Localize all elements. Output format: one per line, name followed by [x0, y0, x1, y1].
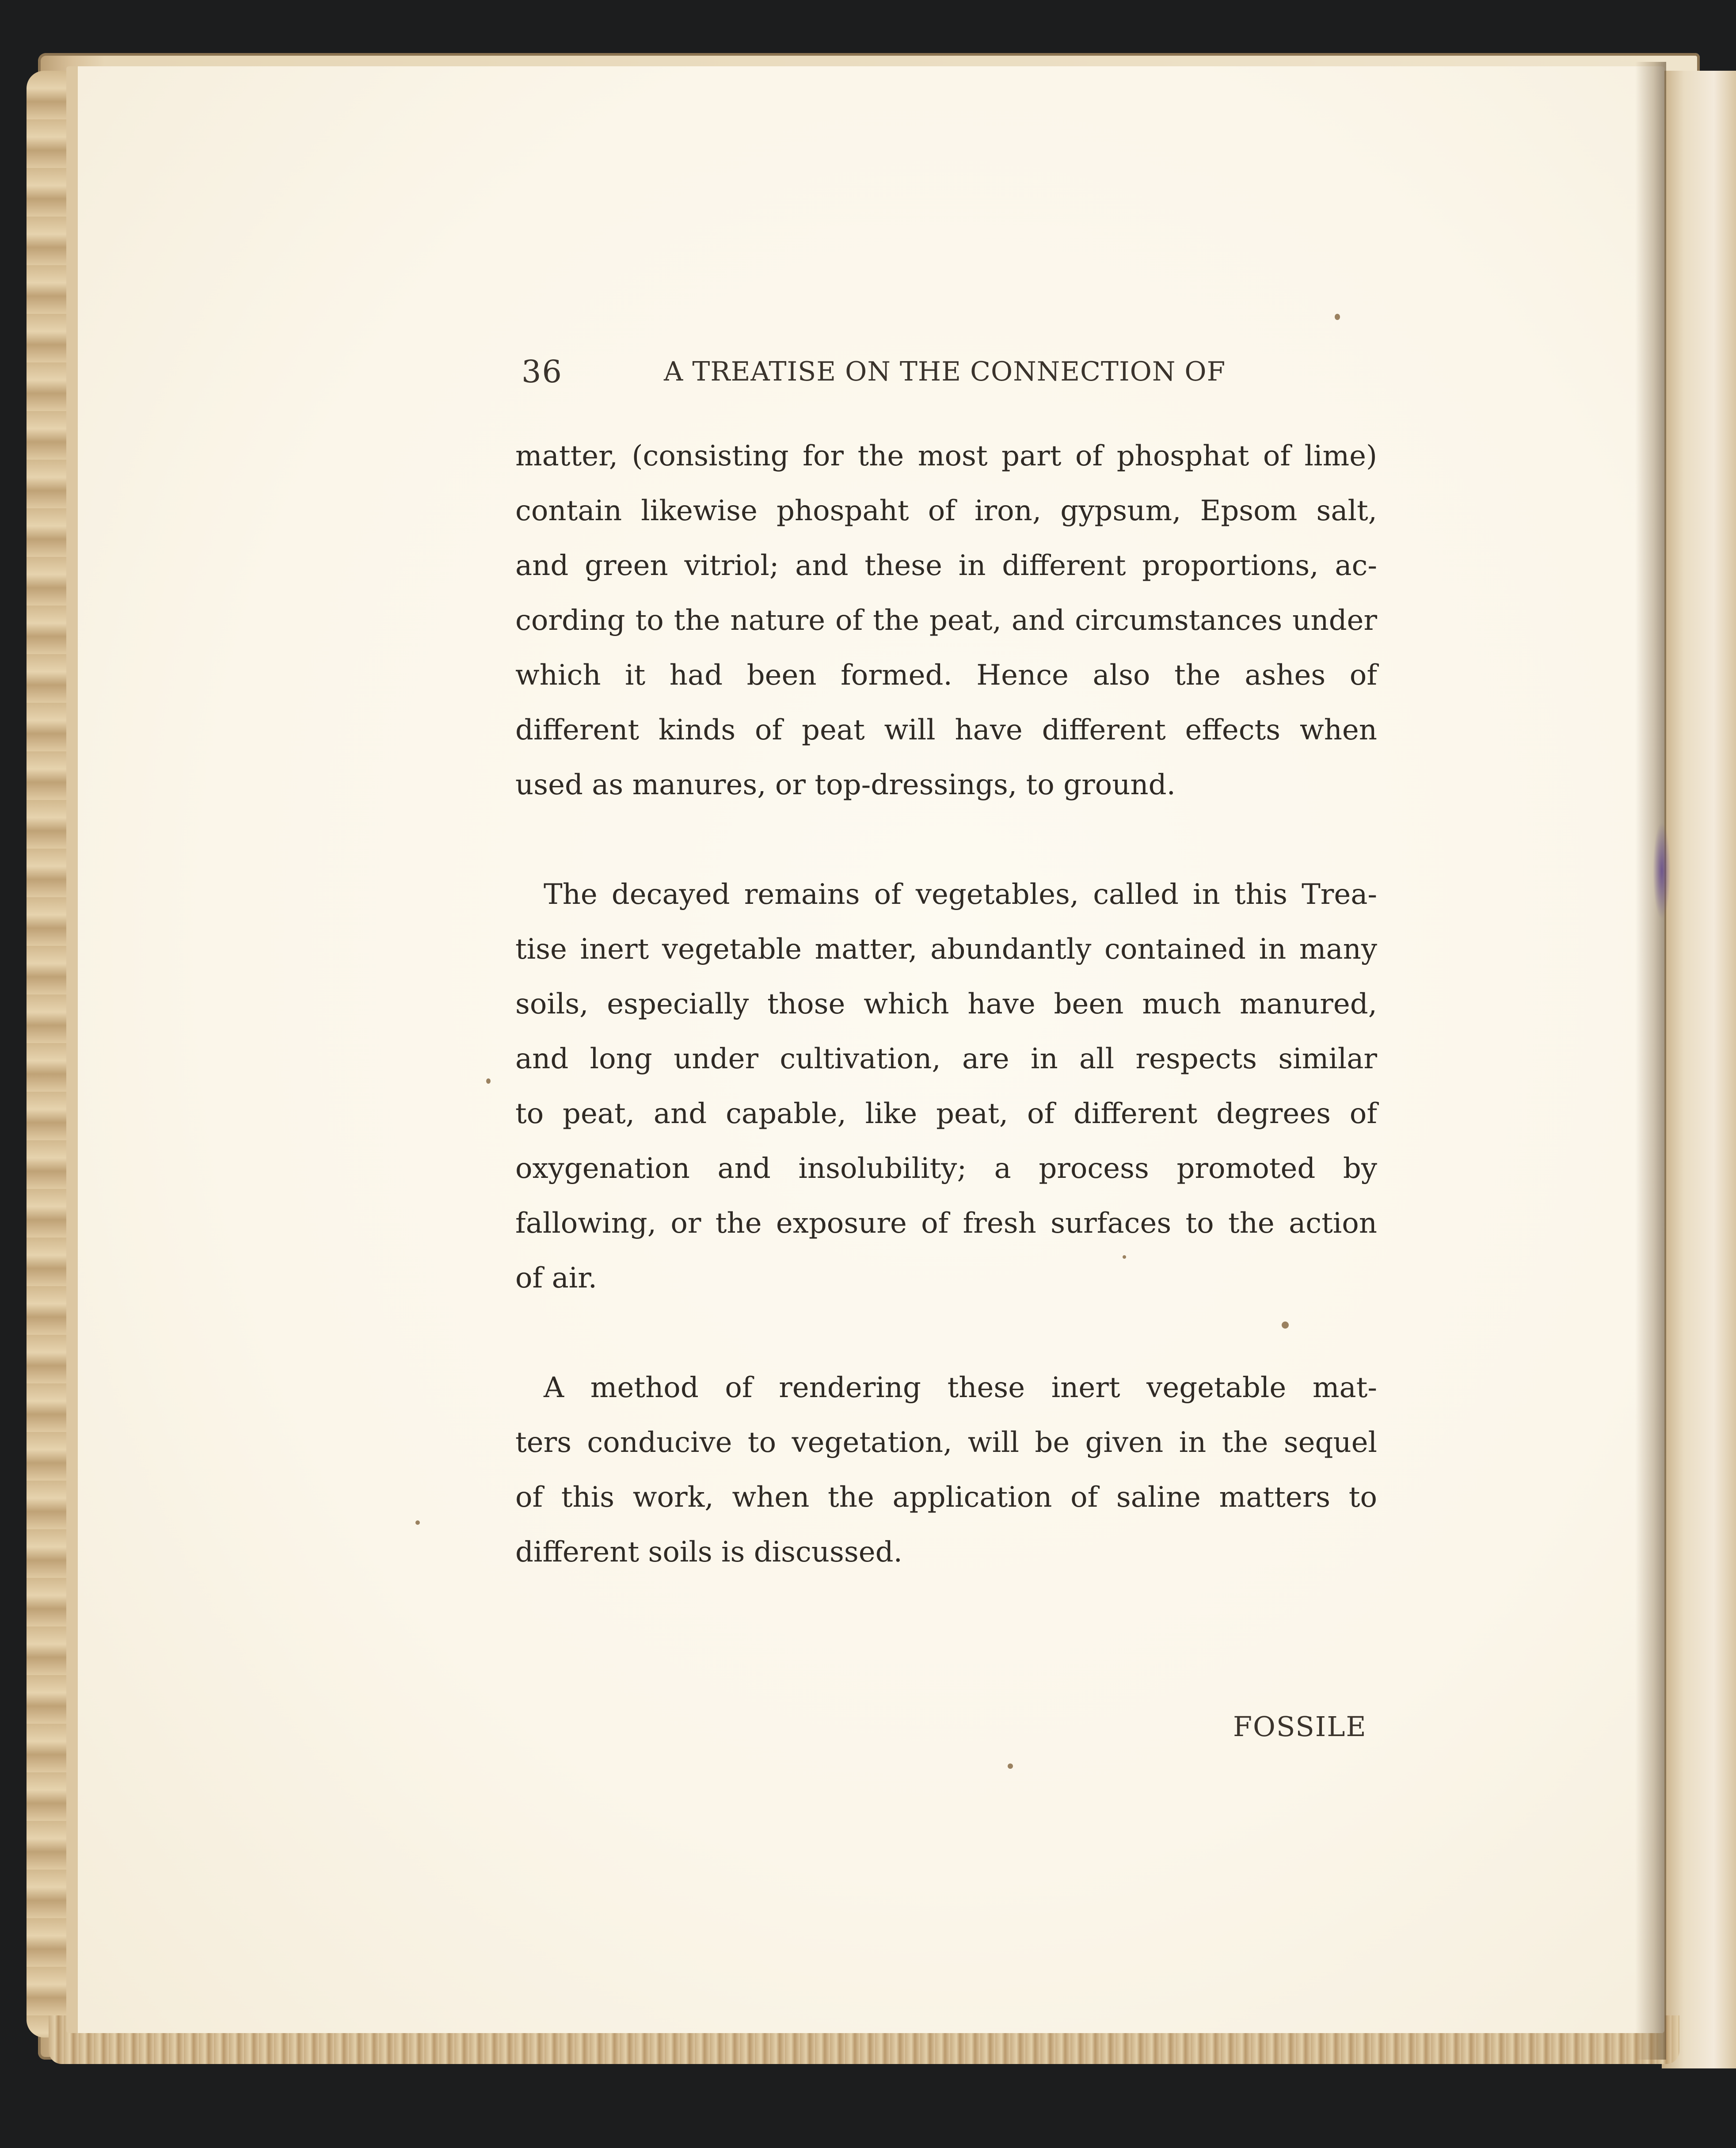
text-line: which it had been formed. Hence also the ashes of	[515, 659, 1377, 692]
paper-speck	[1123, 1255, 1126, 1259]
paper-speck	[415, 1520, 420, 1525]
paper-speck	[1008, 1763, 1013, 1769]
text-line: ters conducive to vegetation, will be given in the sequel	[515, 1426, 1377, 1459]
text-line: different soils is discussed.	[515, 1536, 902, 1569]
paragraph-1	[515, 429, 1377, 812]
gutter-shadow	[1635, 62, 1666, 2060]
catchword: FOSSILE	[1233, 1710, 1367, 1743]
paragraph-2	[515, 867, 1377, 1306]
text-line: to peat, and capable, like peat, of different degrees of	[515, 1097, 1377, 1130]
text-line: The decayed remains of vegetables, called in this Trea-	[544, 878, 1377, 911]
text-line: of air.	[515, 1262, 598, 1295]
text-line: A method of rendering these inert vegetable mat-	[544, 1371, 1377, 1404]
paragraph-gap	[515, 1306, 1377, 1360]
text-line: cording to the nature of the peat, and circumstances under	[515, 604, 1377, 637]
running-title: A TREATISE ON THE CONNECTION OF	[664, 356, 1226, 387]
text-line: different kinds of peat will have different effects when	[515, 714, 1377, 746]
ink-stain	[1653, 822, 1671, 919]
text-line: and long under cultivation, are in all respects similar	[515, 1043, 1377, 1075]
text-line: and green vitriol; and these in different proportions, ac-	[515, 549, 1377, 582]
text-line: fallowing, or the exposure of fresh surfaces to the action	[515, 1207, 1377, 1240]
paper-speck	[486, 1078, 491, 1084]
text-line: used as manures, or top-dressings, to ground.	[515, 769, 1176, 801]
facing-page-edge	[1662, 71, 1736, 2068]
text-line: of this work, when the application of saline matters to	[515, 1481, 1377, 1514]
paper-speck	[1335, 314, 1340, 320]
text-line: tise inert vegetable matter, abundantly contained in many	[515, 933, 1377, 966]
text-line: contain likewise phospaht of iron, gypsum, Epsom salt,	[515, 495, 1377, 527]
text-line: matter, (consisting for the most part of phosphat of lime)	[515, 440, 1377, 472]
paragraph-3	[515, 1360, 1377, 1580]
paper-speck	[1282, 1322, 1289, 1329]
paragraph-gap	[515, 812, 1377, 867]
page-number: 36	[522, 354, 563, 390]
running-head	[522, 354, 1251, 398]
text-line: oxygenation and insolubility; a process promoted by	[515, 1152, 1377, 1185]
body-text	[515, 429, 1377, 1580]
text-line: soils, especially those which have been much manured,	[515, 988, 1377, 1021]
